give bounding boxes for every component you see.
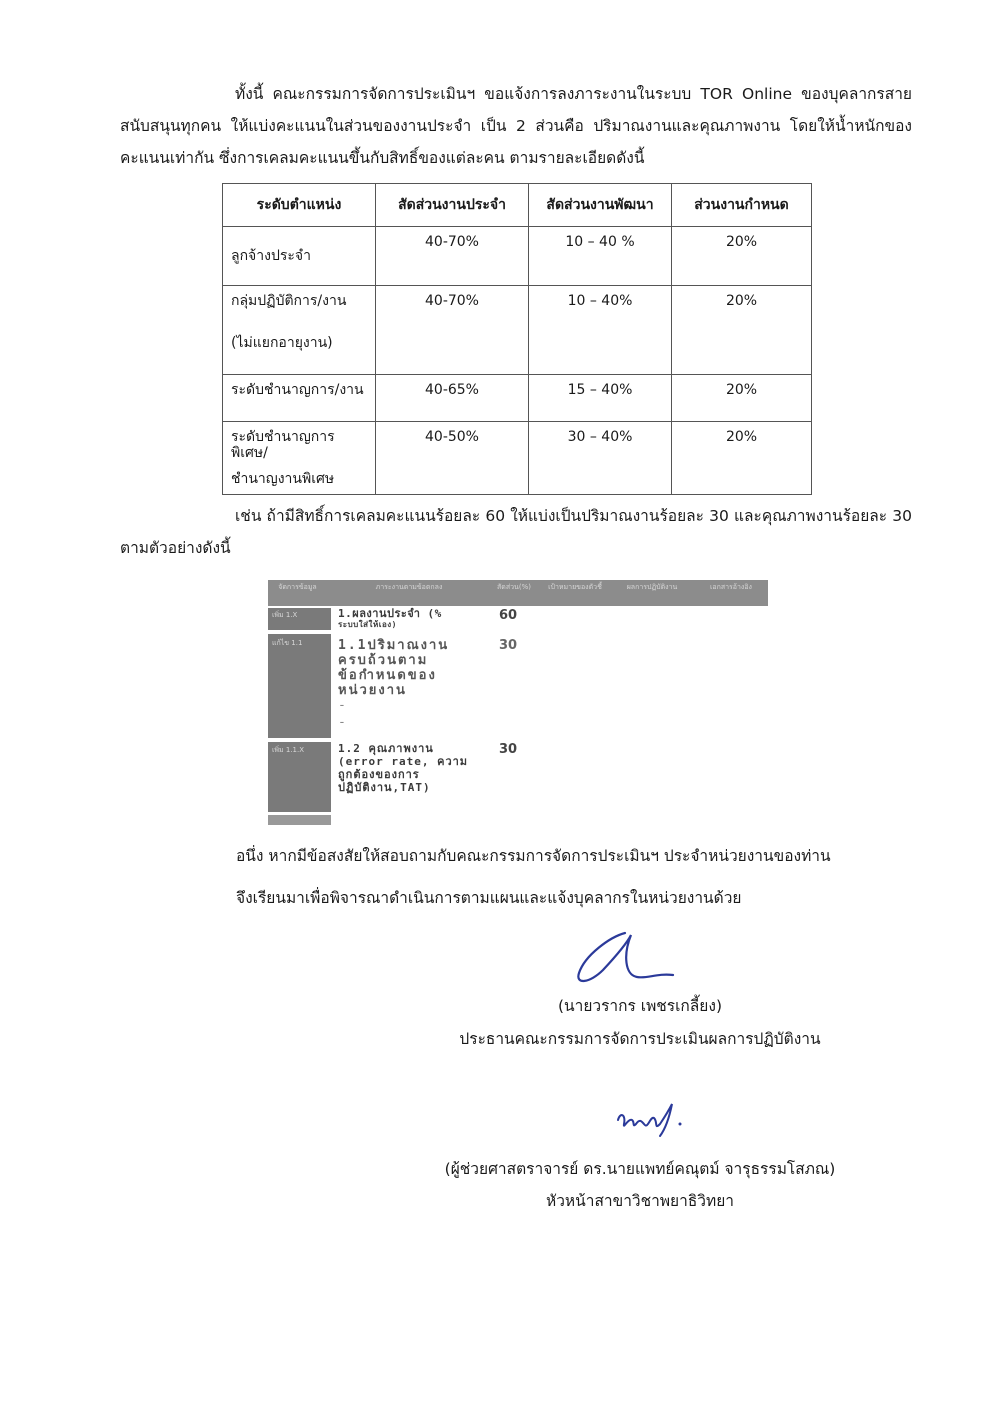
cell-level xyxy=(223,227,376,286)
header-cell: สัดส่วน(%) xyxy=(497,583,531,591)
cell-development: 30 – 40% xyxy=(529,422,672,495)
cell-routine: 40-70% xyxy=(376,286,529,375)
signature-1-image xyxy=(565,925,680,990)
example-intro-paragraph: เช่น ถ้ามีสิทธิ์การเคลมคะแนนร้อยละ 60 ให้แบ่งเป็นปริมาณงานร้อยละ 30 และคุณภาพงานร้อยละ 30 ตามตัวอย่างดังนี้ xyxy=(120,507,912,557)
header-level: ระดับตำแหน่ง xyxy=(223,184,376,227)
row-text: 1.2 คุณภาพงาน xyxy=(338,742,434,755)
row-text: ถูกต้องของการ xyxy=(338,768,420,781)
closing-line-1: อนึ่ง หากมีข้อสงสัยให้สอบถามกับคณะกรรมการจัดการประเมินฯ ประจำหน่วยงานของท่าน xyxy=(236,847,831,865)
side-bar xyxy=(268,634,331,738)
row-text: 1.1ปริมาณงาน xyxy=(338,638,450,653)
header-development: สัดส่วนงานพัฒนา xyxy=(529,184,672,227)
cell-development: 10 – 40% xyxy=(529,286,672,375)
signatory-2-name: (ผู้ช่วยศาสตราจารย์ ดร.นายแพทย์คณุตม์ จารุธรรมโสภณ) xyxy=(444,1160,836,1178)
header-cell: จัดการข้อมูล xyxy=(278,583,317,591)
closing-line-2: จึงเรียนมาเพื่อพิจารณาดำเนินการตามแผนและแจ้งบุคลากรในหน่วยงานด้วย xyxy=(236,889,742,907)
example-value: 30 xyxy=(499,742,518,757)
signatory-1-title: ประธานคณะกรรมการจัดการประเมินผลการปฏิบัติงาน xyxy=(459,1030,821,1048)
row-text: - xyxy=(338,698,348,713)
level-subtext: ชำนาญงานพิเศษ xyxy=(231,471,335,487)
example-row-quantity xyxy=(338,638,449,730)
header-cell: เป้าหมายของตัวชี้ xyxy=(548,583,602,591)
cell-routine: 40-65% xyxy=(376,375,529,422)
example-screenshot xyxy=(268,580,768,825)
header-routine: สัดส่วนงานประจำ xyxy=(376,184,529,227)
row-text: 1.ผลงานประจำ (% xyxy=(338,607,442,620)
cell-level xyxy=(223,375,376,422)
example-row-routine xyxy=(338,608,442,630)
cell-routine: 40-70% xyxy=(376,227,529,286)
row-text: ปฏิบัติงาน,TAT) xyxy=(338,781,431,794)
table-row xyxy=(223,227,812,286)
cell-development: 10 – 40 % xyxy=(529,227,672,286)
level-text: กลุ่มปฏิบัติการ/งาน xyxy=(231,293,347,309)
cell-development: 15 – 40% xyxy=(529,375,672,422)
level-text: ระดับชำนาญการพิเศษ/ xyxy=(231,429,335,461)
level-text: ลูกจ้างประจำ xyxy=(231,248,311,264)
row-text: ครบถ้วนตาม xyxy=(338,653,429,668)
cell-level xyxy=(223,422,376,495)
cell-assigned: 20% xyxy=(672,375,812,422)
table-row xyxy=(223,375,812,422)
header-cell: ภาระงานตามข้อตกลง xyxy=(375,583,443,591)
header-cell: เอกสารอ้างอิง xyxy=(710,583,752,591)
cell-level xyxy=(223,286,376,375)
table-header-row xyxy=(223,184,812,227)
workload-ratio-table xyxy=(222,183,812,495)
row-text: หน่วยงาน xyxy=(338,683,407,698)
signature-2-image xyxy=(610,1098,690,1143)
cell-assigned: 20% xyxy=(672,286,812,375)
side-label: เพิ่ม 1.X xyxy=(272,611,298,619)
example-row-quality xyxy=(338,742,468,794)
intro-paragraph: ทั้งนี้ คณะกรรมการจัดการประเมินฯ ขอแจ้งการลงภาระงานในระบบ TOR Online ของบุคลากรสายสนับสนุนทุกคน ให้แบ่งคะแนนในส่วนของงานประจำ เป็น 2 ส่วนคือ ปริมาณงานและคุณภาพงาน โดยให้น้ำหนักของคะแนนเท่ากัน ซึ่งการเคลมคะแนนขึ้นกับสิทธิ์ของแต่ละคน ตามรายละเอียดดังนี้ xyxy=(120,85,912,167)
side-bar xyxy=(268,815,331,825)
row-text: ข้อกำหนดของ xyxy=(338,668,437,683)
table-row xyxy=(223,422,812,495)
example-value: 60 xyxy=(499,608,518,623)
level-subtext: (ไม่แยกอายุงาน) xyxy=(231,335,333,351)
cell-assigned: 20% xyxy=(672,227,812,286)
side-label: เพิ่ม 1.1.X xyxy=(272,746,304,754)
screenshot-header xyxy=(268,580,768,606)
header-assigned: ส่วนงานกำหนด xyxy=(672,184,812,227)
side-label: แก้ไข 1.1 xyxy=(272,639,303,647)
row-text: (error rate, ความ xyxy=(338,755,469,768)
row-text: ระบบใส่ให้เอง) xyxy=(338,620,397,629)
signatory-1-name: (นายวรากร เพชรเกลี้ยง) xyxy=(557,997,723,1015)
example-value: 30 xyxy=(499,638,518,653)
level-text: ระดับชำนาญการ/งาน xyxy=(231,382,364,398)
header-cell: ผลการปฏิบัติงาน xyxy=(626,583,678,591)
table-row xyxy=(223,286,812,375)
cell-routine: 40-50% xyxy=(376,422,529,495)
row-text: - xyxy=(338,715,348,730)
cell-assigned: 20% xyxy=(672,422,812,495)
signatory-2-title: หัวหน้าสาขาวิชาพยาธิวิทยา xyxy=(546,1192,734,1210)
